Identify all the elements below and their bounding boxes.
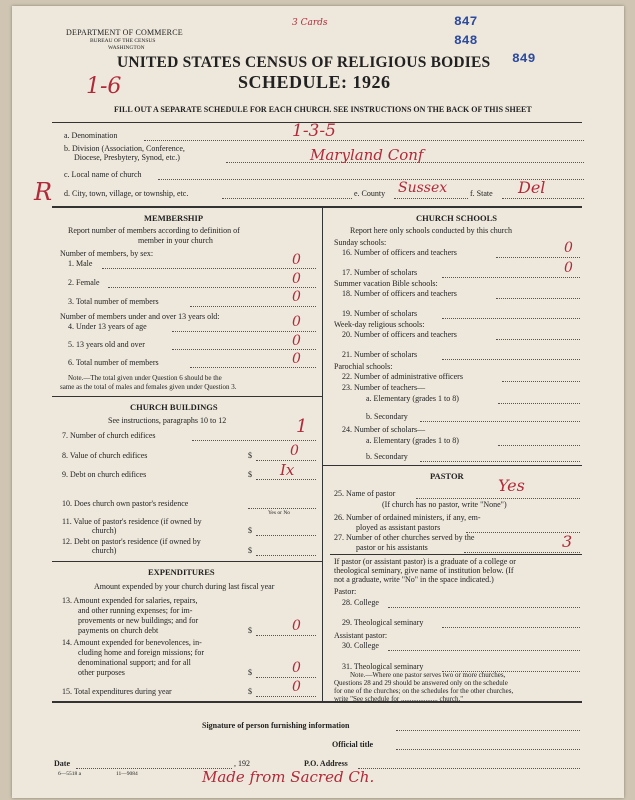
expenditures-heading: EXPENDITURES (148, 567, 215, 577)
local-name-label: c. Local name of church (64, 170, 142, 179)
city-town-label: d. City, town, village, or township, etc. (64, 189, 189, 198)
q16-line (496, 257, 580, 258)
pastor-inner-rule (330, 554, 582, 555)
schedule-title: SCHEDULE: 1926 (238, 72, 391, 92)
q27-line (464, 552, 580, 553)
q23b-line (420, 421, 580, 422)
q13-line-1: 13. Amount expended for salaries, repairs, (62, 596, 198, 605)
q4-label: 4. Under 13 years of age (68, 322, 147, 331)
grid-bottom-rule (52, 701, 582, 703)
q24a-label: a. Elementary (grades 1 to 8) (366, 436, 459, 445)
q6-line (190, 367, 316, 368)
q21-label: 21. Number of scholars (342, 350, 418, 359)
denomination-value: 1-3-5 (292, 121, 336, 141)
division-label: b. Division (Association, Conference, (64, 144, 185, 153)
q27-value: 3 (562, 532, 573, 551)
official-title-line (396, 749, 580, 750)
q9-line (256, 479, 316, 480)
members-by-age-label: Number of members under and over 13 years old: (60, 312, 220, 321)
yes-or-no-hint: Yes or No (268, 510, 291, 516)
city-label: WASHINGTON (108, 45, 145, 51)
state-line (502, 198, 584, 199)
form-title: UNITED STATES CENSUS OF RELIGIOUS BODIES (117, 54, 491, 71)
q23a-label: a. Elementary (grades 1 to 8) (366, 394, 459, 403)
q24b-label: b. Secondary (366, 452, 408, 461)
po-address-label: P.O. Address (304, 759, 348, 768)
q8-label: 8. Value of church edifices (62, 451, 148, 460)
q3-value: 0 (292, 289, 301, 305)
date-year: , 192 (234, 759, 250, 768)
q7-label: 7. Number of church edifices (62, 431, 156, 440)
q12-line (256, 555, 316, 556)
handwritten-note: Made from Sacred Ch. (202, 768, 375, 786)
q23a-line (498, 403, 580, 404)
q24b-line (420, 461, 580, 462)
q11-dollar: $ (248, 526, 252, 535)
denomination-label: a. Denomination (64, 131, 118, 140)
q4-line (172, 331, 316, 332)
q25-value: Yes (498, 476, 525, 495)
q25-line (416, 498, 580, 499)
q26-label: 26. Number of ordained ministers, if any, em- (334, 513, 481, 522)
parochial-schools-label: Parochial schools: (334, 362, 393, 371)
pastor-note-4: write "See schedule for ..................... church." (334, 695, 464, 703)
q11-label-2: church) (92, 526, 117, 535)
signature-label: Signature of person furnishing information (202, 721, 350, 730)
q7-line (192, 440, 316, 441)
county-line (394, 198, 468, 199)
expenditures-subheading: Amount expended by your church during last fiscal year (94, 582, 275, 591)
form-code-1: 6—5518 a (58, 771, 82, 777)
q14-line-3: denominational support; and for all (78, 658, 191, 667)
q13-dollar: $ (248, 626, 252, 635)
weekday-schools-label: Week-day religious schools: (334, 320, 425, 329)
cards-note: 3 Cards (292, 18, 328, 28)
pastor-note-3: for one of the churches; on the schedules for the other churches, (334, 687, 514, 695)
q17-value: 0 (564, 260, 573, 276)
q8-value: 0 (290, 443, 299, 459)
q10-label: 10. Does church own pastor's residence (62, 499, 189, 508)
division-label-2: Diocese, Presbytery, Synod, etc.) (74, 153, 180, 162)
membership-intro: Report number of members according to definition of (68, 226, 240, 235)
grid-top-rule (52, 206, 582, 208)
q13-line-4: payments on church debt (78, 626, 159, 635)
graduate-instr-3: not a graduate, write "No" in the space indicated.) (334, 575, 494, 584)
membership-intro-2: member in your church (138, 236, 213, 245)
q24a-line (498, 445, 580, 446)
q1-value: 0 (292, 252, 301, 268)
q9-label: 9. Debt on church edifices (62, 470, 147, 479)
q9-dollar: $ (248, 470, 252, 479)
q31-label: 31. Theological seminary (342, 662, 424, 671)
q14-line-4: other purposes (78, 668, 125, 677)
q14-line-1: 14. Amount expended for benevolences, in- (62, 638, 202, 647)
side-mark: 1-6 (86, 74, 122, 99)
q27-label: 27. Number of other churches served by the (334, 533, 475, 542)
q22-label: 22. Number of administrative officers (342, 372, 463, 381)
buildings-rule (52, 396, 322, 397)
assistant-pastor-sublabel: Assistant pastor: (334, 631, 388, 640)
q5-label: 5. 13 years old and over (68, 340, 145, 349)
q2-line (108, 287, 316, 288)
county-label: e. County (354, 189, 386, 198)
summer-schools-label: Summer vacation Bible schools: (334, 279, 438, 288)
q5-value: 0 (292, 333, 301, 349)
q8-dollar: $ (248, 451, 252, 460)
q11-label: 11. Value of pastor's residence (if owned by (62, 517, 202, 526)
r-mark: R (34, 178, 53, 206)
q15-dollar: $ (248, 687, 252, 696)
q3-line (190, 306, 316, 307)
membership-note: Note.—The total given under Question 6 should be the (68, 374, 222, 382)
q14-value: 0 (292, 660, 301, 676)
expenditures-rule (52, 561, 322, 562)
q4-value: 0 (292, 314, 301, 330)
official-title-label: Official title (332, 740, 374, 749)
bureau-label: BUREAU OF THE CENSUS (90, 38, 156, 44)
department-label: DEPARTMENT OF COMMERCE (66, 28, 183, 37)
q22-line (502, 381, 580, 382)
q30-label: 30. College (342, 641, 379, 650)
q14-dollar: $ (248, 668, 252, 677)
q24-label: 24. Number of scholars— (342, 425, 426, 434)
q13-line (256, 635, 316, 636)
q29-label: 29. Theological seminary (342, 618, 424, 627)
q2-label: 2. Female (68, 278, 100, 287)
q6-value: 0 (292, 351, 301, 367)
q13-line-3: provements or new buildings; and for (78, 616, 199, 625)
q21-line (442, 359, 580, 360)
q19-line (442, 318, 580, 319)
po-address-line (358, 768, 580, 769)
buildings-subheading: See instructions, paragraphs 10 to 12 (108, 416, 227, 425)
q6-label: 6. Total number of members (68, 358, 159, 367)
schools-subheading: Report here only schools conducted by this church (350, 226, 512, 235)
q29-line (442, 627, 580, 628)
signature-line (396, 730, 580, 731)
q23-label: 23. Number of teachers— (342, 383, 426, 392)
q20-line (496, 339, 580, 340)
q19-label: 19. Number of scholars (342, 309, 418, 318)
q23b-label: b. Secondary (366, 412, 408, 421)
q25-label: 25. Name of pastor (334, 489, 396, 498)
q30-line (388, 650, 580, 651)
q25-note: (If church has no pastor, write "None") (382, 500, 507, 509)
q11-line (256, 535, 316, 536)
q13-line-2: and other running expenses; for im- (78, 606, 193, 615)
q13-value: 0 (292, 618, 301, 634)
state-label: f. State (470, 189, 493, 198)
q15-label: 15. Total expenditures during year (62, 687, 172, 696)
q15-value: 0 (292, 679, 301, 695)
division-value: Maryland Conf (310, 146, 424, 164)
pastor-note-2: Questions 28 and 29 should be answered only on the schedule (334, 679, 508, 687)
q18-label: 18. Number of officers and teachers (342, 289, 457, 298)
instruction-line: FILL OUT A SEPARATE SCHEDULE FOR EACH CHURCH. SEE INSTRUCTIONS ON THE BACK OF THIS SHEET (114, 105, 532, 114)
grid-center-rule (322, 206, 323, 701)
sunday-schools-label: Sunday schools: (334, 238, 387, 247)
q3-label: 3. Total number of members (68, 297, 159, 306)
q18-line (496, 298, 580, 299)
q15-line (256, 696, 316, 697)
stamp-848: 848 (454, 33, 478, 48)
q1-line (102, 268, 316, 269)
state-value: Del (518, 178, 546, 197)
stamp-849: 849 (512, 51, 536, 66)
q12-label: 12. Debt on pastor's residence (if owned by (62, 537, 201, 546)
schools-heading: CHURCH SCHOOLS (416, 213, 497, 223)
q14-line-2: cluding home and foreign missions; for (78, 648, 204, 657)
q7-value: 1 (296, 416, 308, 437)
membership-heading: MEMBERSHIP (144, 213, 204, 223)
buildings-heading: CHURCH BUILDINGS (130, 402, 218, 412)
membership-note-2: same as the total of males and females given under Question 3. (60, 383, 237, 391)
q20-label: 20. Number of officers and teachers (342, 330, 457, 339)
pastor-note: Note.—Where one pastor serves two or more churches, (350, 671, 506, 679)
members-by-sex-label: Number of members, by sex: (60, 249, 154, 258)
stamp-847: 847 (454, 14, 478, 29)
q16-value: 0 (564, 240, 573, 256)
q5-line (172, 349, 316, 350)
denomination-line (144, 140, 584, 141)
census-schedule-sheet (12, 6, 624, 798)
q2-value: 0 (292, 271, 301, 287)
q12-label-2: church) (92, 546, 117, 555)
graduate-instr-2: theological seminary, give name of institution below. (If (334, 566, 514, 575)
q26-label-2: ployed as assistant pastors (356, 523, 441, 532)
q1-label: 1. Male (68, 259, 93, 268)
pastor-heading: PASTOR (430, 471, 464, 481)
q28-label: 28. College (342, 598, 379, 607)
pastor-rule (322, 465, 582, 466)
date-label: Date (54, 759, 70, 768)
form-code-2: 11—9084 (116, 771, 138, 777)
city-line (222, 198, 352, 199)
graduate-instr: If pastor (or assistant pastor) is a graduate of a college or (334, 557, 516, 566)
q9-value: Ix (280, 461, 295, 479)
q28-line (388, 607, 580, 608)
q10-line (248, 508, 316, 509)
q14-line (256, 677, 316, 678)
q27-label-2: pastor or his assistants (356, 543, 428, 552)
pastor-sublabel: Pastor: (334, 587, 357, 596)
q16-label: 16. Number of officers and teachers (342, 248, 457, 257)
q17-label: 17. Number of scholars (342, 268, 418, 277)
county-value: Sussex (398, 180, 448, 196)
q17-line (442, 277, 580, 278)
q12-dollar: $ (248, 546, 252, 555)
